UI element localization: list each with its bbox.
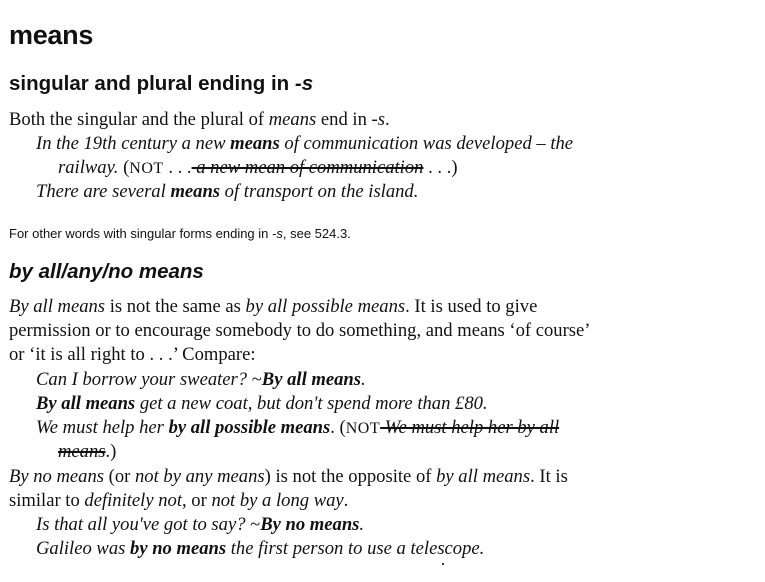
section-heading-by-all-any-no-means: by all/any/no means — [9, 260, 204, 283]
incorrect-example: We must help her by all — [380, 417, 560, 438]
example-sentence — [36, 369, 366, 391]
example-highlight: means — [170, 181, 221, 202]
example-highlight: means — [230, 133, 280, 154]
example-part: ( — [118, 157, 130, 178]
example-sentence — [36, 538, 484, 560]
not-marker: NOT — [129, 160, 164, 177]
example-part: . . .) — [423, 157, 458, 178]
rule-text — [9, 296, 537, 318]
example-sentence — [36, 393, 488, 415]
rule-text-line-2: permission or to encourage somebody to do something, and means ‘of course’ — [9, 320, 591, 341]
rule-term: by all means — [436, 466, 531, 487]
rule-text-part: Both the singular and the plural of — [9, 109, 269, 130]
note-part: , see 524.3. — [282, 226, 351, 241]
example-sentence — [36, 181, 418, 203]
example-part: get a new coat, but don't spend more than £80. — [135, 393, 488, 414]
example-sentence-continued — [58, 157, 458, 180]
example-part: . ( — [330, 417, 346, 438]
rule-term: definitely not — [84, 490, 182, 511]
not-marker: NOT — [345, 420, 381, 437]
rule-text-part: . It is used to give — [405, 296, 538, 317]
rule-text-part: similar to — [9, 490, 85, 511]
headword: means — [9, 20, 94, 50]
example-sentence — [36, 133, 573, 155]
heading-suffix: -s — [294, 72, 314, 95]
example-part: railway. — [58, 157, 119, 178]
note-term: -s — [272, 226, 283, 241]
scan-speck — [442, 563, 444, 565]
rule-text-part: (or — [104, 466, 135, 487]
example-part: In the 19th century a new — [36, 133, 231, 154]
rule-term: not by any means — [135, 466, 265, 487]
example-sentence — [36, 417, 559, 440]
example-part: Can I borrow your sweater? — [36, 369, 252, 390]
rule-text — [9, 466, 568, 488]
rule-term: not by a long way — [211, 490, 344, 511]
example-part: .) — [105, 441, 117, 462]
example-highlight: by all possible means — [168, 417, 331, 438]
note-part: For other words with singular forms ending in — [9, 226, 273, 241]
rule-term: By all means — [9, 296, 106, 317]
example-sentence-continued — [58, 441, 116, 463]
example-part: of communication was developed – the — [279, 133, 574, 154]
rule-text-part: end in — [316, 109, 372, 130]
rule-term: By no means — [9, 466, 105, 487]
example-part: the first person to use a telescope. — [226, 538, 485, 559]
rule-term: means — [268, 109, 317, 130]
rule-text-line-2 — [9, 490, 348, 512]
example-part: Is that all you've got to say? — [36, 514, 251, 535]
example-part: . — [360, 369, 366, 390]
rule-text-part: is not the same as — [105, 296, 246, 317]
example-sentence — [36, 514, 364, 536]
example-highlight: By all means — [36, 393, 136, 414]
rule-text-part: . It is — [530, 466, 568, 487]
heading-text: singular and plural ending in — [9, 72, 295, 95]
incorrect-example: a new mean of communication — [191, 157, 424, 178]
section-heading-singular-plural — [9, 72, 313, 96]
rule-term: -s — [371, 109, 385, 130]
rule-text-part: . — [343, 490, 349, 511]
example-highlight: by no means — [130, 538, 227, 559]
cross-reference-note — [9, 226, 351, 241]
rule-text-part: ) is not the opposite of — [264, 466, 437, 487]
tilde-symbol: ~ — [251, 369, 262, 390]
example-part: Galileo was — [36, 538, 131, 559]
example-highlight: By all means — [261, 369, 361, 390]
example-part: There are several — [36, 181, 171, 202]
example-part: of transport on the island. — [220, 181, 419, 202]
incorrect-example: means — [58, 441, 106, 462]
tilde-symbol: ~ — [250, 514, 261, 535]
example-part: . . . — [163, 157, 192, 178]
rule-term: by all possible means — [245, 296, 406, 317]
example-part: We must help her — [36, 417, 169, 438]
rule-text-line-3: or ‘it is all right to . . .’ Compare: — [9, 344, 256, 365]
rule-text-part: , or — [182, 490, 212, 511]
rule-text-part: . — [384, 109, 390, 130]
rule-text — [9, 109, 390, 131]
example-part: . — [359, 514, 365, 535]
example-highlight: By no means — [260, 514, 360, 535]
